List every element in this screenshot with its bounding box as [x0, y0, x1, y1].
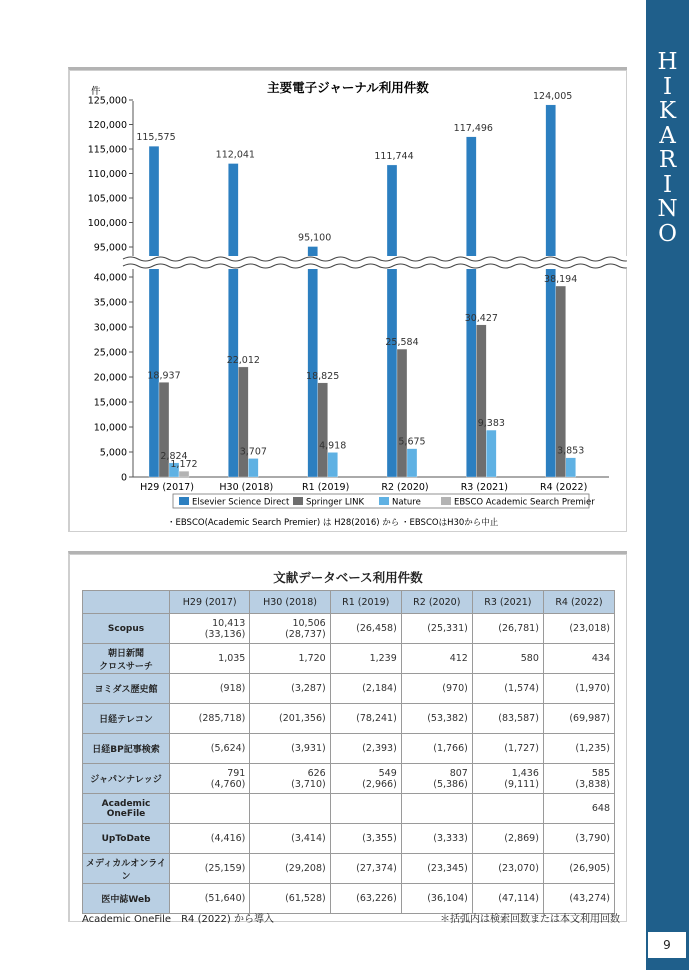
row-label: 日経テレコン: [83, 704, 170, 734]
brand-letter: O: [658, 220, 677, 247]
row-label: 朝日新聞 クロスサーチ: [83, 644, 170, 674]
brand-letter: N: [657, 196, 678, 222]
row-label: Scopus: [83, 614, 170, 644]
bar: [318, 383, 328, 477]
table-cell: [401, 794, 472, 824]
chart-note: ・EBSCO(Academic Search Premier) は H28(2016) から: [167, 518, 400, 528]
data-label: 111,744: [374, 150, 414, 162]
y-tick-label: 100,000: [87, 218, 127, 229]
bar: [407, 449, 417, 477]
table-row: [83, 884, 615, 914]
table-cell: 412: [401, 644, 472, 674]
table-cell: (23,345): [401, 854, 472, 884]
table-cell: (1,727): [472, 734, 543, 764]
data-label: 3,707: [239, 446, 267, 458]
chart-title: 主要電子ジャーナル利用件数: [267, 80, 429, 95]
bar: [387, 165, 397, 477]
table-cell: 1,035: [170, 644, 250, 674]
table-cell: (23,070): [472, 854, 543, 884]
data-label: 22,012: [226, 354, 260, 366]
database-usage-table: [82, 590, 615, 914]
table-cell: (23,018): [543, 614, 614, 644]
table-cell: 648: [543, 794, 614, 824]
page-number: 9: [648, 932, 686, 958]
data-label: 117,496: [453, 122, 493, 134]
brand-letter: I: [662, 171, 673, 198]
x-tick-label: H29 (2017): [140, 482, 194, 493]
data-label: 18,825: [306, 370, 340, 382]
table-panel: [68, 551, 627, 922]
table-row: [83, 824, 615, 854]
table-cell: (69,987): [543, 704, 614, 734]
table-cell: (25,159): [170, 854, 250, 884]
table-cell: (26,781): [472, 614, 543, 644]
table-cell: [330, 794, 401, 824]
x-tick-label: R4 (2022): [540, 482, 588, 493]
table-cell: (51,640): [170, 884, 250, 914]
row-label: UpToDate: [83, 824, 170, 854]
data-label: 18,937: [147, 370, 181, 382]
table-header: H29 (2017): [170, 591, 250, 614]
table-cell: 791 (4,760): [170, 764, 250, 794]
table-cell: (2,184): [330, 674, 401, 704]
table-cell: (27,374): [330, 854, 401, 884]
table-cell: (43,274): [543, 884, 614, 914]
table-cell: (3,333): [401, 824, 472, 854]
table-cell: (2,869): [472, 824, 543, 854]
row-label: ヨミダス歴史館: [83, 674, 170, 704]
data-label: 112,041: [215, 149, 255, 161]
table-cell: (3,287): [250, 674, 330, 704]
table-cell: (970): [401, 674, 472, 704]
y-tick-label: 20,000: [93, 372, 127, 384]
data-label: 4,918: [319, 440, 347, 452]
table-cell: (53,382): [401, 704, 472, 734]
y-tick-label: 15,000: [93, 397, 127, 409]
table-cell: [250, 794, 330, 824]
table-cell: (4,416): [170, 824, 250, 854]
table-row: [83, 644, 615, 674]
brand-letter: R: [658, 147, 677, 173]
table-header: R1 (2019): [330, 591, 401, 614]
legend-label: Nature: [392, 497, 421, 508]
table-cell: (1,574): [472, 674, 543, 704]
table-cell: (918): [170, 674, 250, 704]
brand-letter: H: [657, 49, 678, 75]
data-label: 3,853: [557, 445, 585, 457]
bar: [228, 163, 238, 477]
row-label: 医中誌Web: [83, 884, 170, 914]
legend-swatch: [293, 497, 303, 505]
table-cell: 549 (2,966): [330, 764, 401, 794]
table-cell: 807 (5,386): [401, 764, 472, 794]
x-tick-label: R2 (2020): [381, 482, 429, 493]
table-row: [83, 614, 615, 644]
y-tick-label: 5,000: [99, 447, 127, 459]
x-tick-label: R3 (2021): [460, 482, 508, 493]
data-label: 124,005: [533, 90, 573, 102]
y-tick-label: 35,000: [93, 297, 127, 309]
footnote-right: ＊括弧内は検索回数または本文利用回数: [440, 914, 620, 925]
legend-label: Elsevier Science Direct: [192, 497, 290, 508]
data-label: 5,675: [398, 436, 426, 448]
row-label: ジャパンナレッジ: [83, 764, 170, 794]
table-cell: (2,393): [330, 734, 401, 764]
bar: [476, 325, 486, 477]
y-tick-label: 115,000: [87, 144, 127, 156]
legend-label: EBSCO Academic Search Premier: [454, 497, 595, 508]
bar: [397, 349, 407, 477]
legend-label: Springer LINK: [306, 497, 365, 508]
table-header: H30 (2018): [250, 591, 330, 614]
brand-letter: K: [658, 98, 677, 124]
table-cell: (3,414): [250, 824, 330, 854]
table-cell: [170, 794, 250, 824]
bar: [159, 382, 169, 477]
bar: [466, 137, 476, 477]
y-tick-label: 110,000: [87, 169, 127, 180]
table-header: R3 (2021): [472, 591, 543, 614]
x-tick-label: R1 (2019): [302, 482, 350, 493]
table-cell: (285,718): [170, 704, 250, 734]
table-row: [83, 734, 615, 764]
bar: [238, 367, 248, 477]
table-cell: (3,790): [543, 824, 614, 854]
table-row: [83, 674, 615, 704]
chart-panel: [68, 67, 627, 532]
table-row: [83, 854, 615, 884]
table-header: R2 (2020): [401, 591, 472, 614]
bar: [566, 458, 576, 477]
data-label: 1,172: [170, 459, 198, 471]
bar: [149, 146, 159, 477]
table-cell: (1,970): [543, 674, 614, 704]
legend-swatch: [379, 497, 389, 505]
table-cell: (61,528): [250, 884, 330, 914]
table-corner: [83, 591, 170, 614]
table-row: [83, 794, 615, 824]
table-title: 文献データベース利用件数: [273, 570, 423, 585]
table-cell: (83,587): [472, 704, 543, 734]
data-label: 9,383: [477, 418, 505, 430]
table-row: [83, 704, 615, 734]
table-row: [83, 764, 615, 794]
bar: [179, 471, 189, 477]
table-cell: (63,226): [330, 884, 401, 914]
table-cell: 1,239: [330, 644, 401, 674]
table-cell: 626 (3,710): [250, 764, 330, 794]
bar: [486, 430, 496, 477]
bar: [248, 458, 258, 477]
table-cell: (1,766): [401, 734, 472, 764]
table-cell: 580: [472, 644, 543, 674]
table-cell: (47,114): [472, 884, 543, 914]
y-tick-label: 25,000: [93, 347, 127, 359]
legend-swatch: [441, 497, 451, 505]
table-header: R4 (2022): [543, 591, 614, 614]
y-tick-label: 120,000: [87, 120, 127, 131]
bar: [328, 452, 338, 477]
journal-usage-chart: [69, 70, 627, 532]
y-tick-label: 40,000: [93, 272, 127, 284]
table-cell: (25,331): [401, 614, 472, 644]
data-label: 30,427: [464, 312, 498, 324]
footnote-left: Academic OneFile R4 (2022) から導入: [82, 914, 275, 925]
row-label: 日経BP記事検索: [83, 734, 170, 764]
table-cell: 585 (3,838): [543, 764, 614, 794]
legend-swatch: [179, 497, 189, 505]
chart-note: ・EBSCOはH30から中止: [401, 518, 499, 528]
y-tick-label: 105,000: [87, 193, 127, 205]
table-cell: 434: [543, 644, 614, 674]
table-cell: 10,506 (28,737): [250, 614, 330, 644]
y-tick-label: 125,000: [87, 95, 127, 107]
table-cell: (29,208): [250, 854, 330, 884]
data-label: 2,824: [160, 450, 188, 462]
data-label: 95,100: [298, 232, 332, 244]
table-cell: (36,104): [401, 884, 472, 914]
table-cell: (5,624): [170, 734, 250, 764]
y-tick-label: 10,000: [93, 422, 127, 434]
table-cell: (1,235): [543, 734, 614, 764]
row-label: メディカルオンライン: [83, 854, 170, 884]
brand-letter: A: [659, 122, 676, 149]
table-header-row: [83, 591, 615, 614]
table-cell: [472, 794, 543, 824]
table-cell: 10,413 (33,136): [170, 614, 250, 644]
table-cell: 1,720: [250, 644, 330, 674]
brand-title: [646, 50, 689, 246]
table-cell: (3,355): [330, 824, 401, 854]
data-label: 25,584: [385, 337, 419, 349]
table-cell: (26,905): [543, 854, 614, 884]
bar: [546, 105, 556, 477]
table-cell: (78,241): [330, 704, 401, 734]
y-axis-unit: 件: [91, 86, 101, 97]
bar: [308, 247, 318, 477]
y-tick-label: 95,000: [93, 242, 127, 254]
table-cell: (3,931): [250, 734, 330, 764]
brand-letter: I: [662, 73, 673, 100]
data-label: 38,194: [544, 274, 578, 286]
table-cell: (26,458): [330, 614, 401, 644]
table-cell: (201,356): [250, 704, 330, 734]
row-label: Academic OneFile: [83, 794, 170, 824]
table-cell: 1,436 (9,111): [472, 764, 543, 794]
x-tick-label: H30 (2018): [219, 482, 274, 493]
data-label: 115,575: [136, 132, 176, 144]
y-tick-label: 0: [120, 472, 127, 484]
y-tick-label: 30,000: [93, 322, 127, 334]
